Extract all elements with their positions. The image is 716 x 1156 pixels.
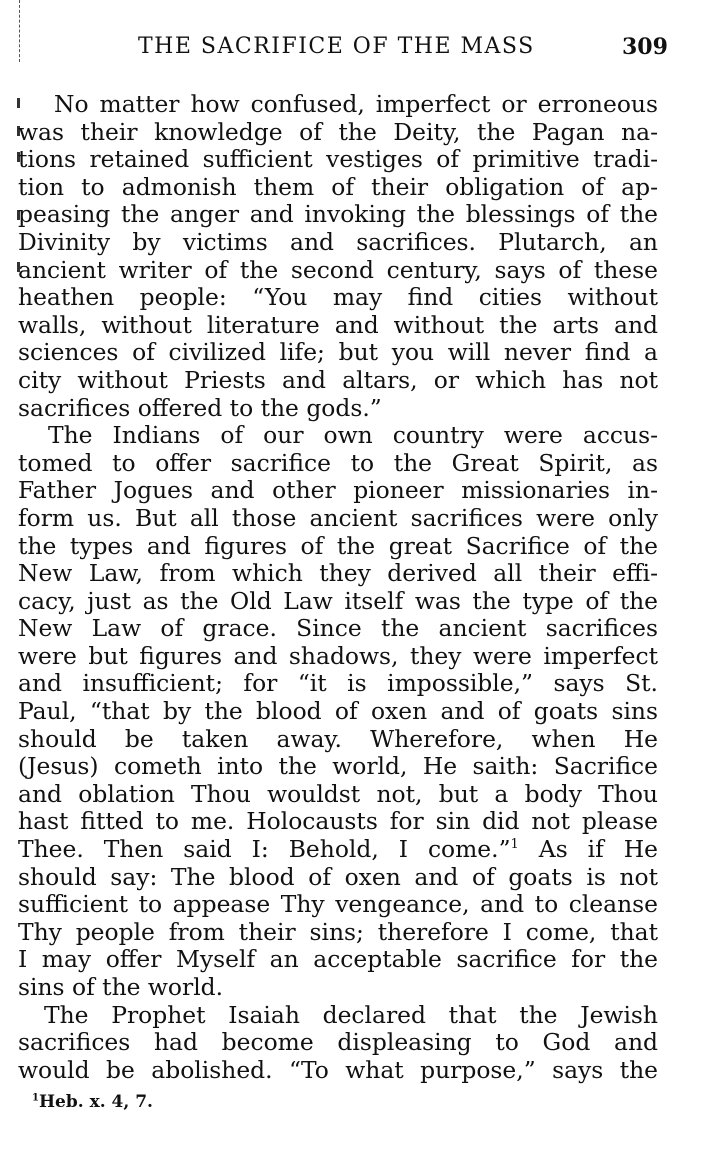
text-line: and oblation Thou wouldst not, but a body Thou — [18, 779, 658, 808]
text-line: should say: The blood of oxen and of goats is not — [18, 862, 658, 891]
text-line: The Prophet Isaiah declared that the Jewish — [44, 1000, 658, 1029]
page-number: 309 — [622, 34, 668, 60]
text-line: city without Priests and altars, or which has not — [18, 365, 658, 394]
text-line: New Law of grace. Since the ancient sacrifices — [18, 614, 658, 643]
page-header — [0, 34, 716, 64]
text-line: The Indians of our own country were accus- — [48, 421, 658, 450]
text-line: heathen people: “You may find cities without — [18, 283, 658, 312]
text-line: sins of the world. — [18, 973, 224, 1001]
text-line-with-footnote-ref — [18, 836, 658, 864]
text-line: No matter how confused, imperfect or erroneous — [54, 90, 658, 118]
text-line: form us. But all those ancient sacrifices were only — [18, 503, 658, 532]
text-line: sacrifices offered to the gods.” — [18, 393, 382, 422]
footnote-marker: 1 — [32, 1092, 39, 1104]
text-line: would be abolished. “To what purpose,” says the — [18, 1055, 658, 1084]
text-line: sacrifices had become displeasing to God and — [18, 1028, 658, 1057]
footnote-reference: 1 — [510, 837, 519, 853]
footnote — [32, 1092, 153, 1112]
text-line: (Jesus) cometh into the world, He saith: Sacrifice — [18, 752, 658, 781]
running-title: THE SACRIFICE OF THE MASS — [138, 34, 535, 59]
text-line: Paul, “that by the blood of oxen and of goats sins — [18, 697, 658, 726]
text-line: I may offer Myself an acceptable sacrifice for the — [18, 945, 658, 974]
text-line: tion to admonish them of their obligation of ap- — [18, 172, 658, 201]
text-line: the types and figures of the great Sacrifice of the — [18, 531, 658, 560]
text-segment: Thee. Then said I: Behold, I come.” — [18, 835, 511, 864]
footnote-text: Heb. x. 4, 7. — [38, 1092, 153, 1112]
text-line: sciences of civilized life; but you will never find a — [18, 338, 658, 367]
text-line: were but figures and shadows, they were imperfect — [18, 641, 658, 670]
text-line: cacy, just as the Old Law itself was the type of the — [18, 586, 658, 615]
body-text — [18, 91, 658, 1084]
text-line: hast fitted to me. Holocausts for sin did not please — [18, 807, 658, 836]
text-line: ancient writer of the second century, says of these — [18, 255, 658, 284]
text-line: should be taken away. Wherefore, when He — [18, 724, 658, 753]
text-segment: As if He — [538, 835, 658, 864]
text-line: tions retained sufficient vestiges of primitive tradi- — [18, 145, 658, 174]
text-line: Thy people from their sins; therefore I come, that — [18, 917, 658, 946]
text-line: and insufficient; for “it is impossible,” says St. — [18, 669, 658, 698]
text-line: was their knowledge of the Deity, the Pagan na- — [18, 117, 658, 146]
text-line: New Law, from which they derived all their effi- — [18, 559, 658, 588]
text-line: Divinity by victims and sacrifices. Plutarch, an — [18, 227, 658, 256]
text-line: walls, without literature and without the arts and — [18, 310, 658, 339]
text-line: peasing the anger and invoking the blessings of the — [18, 200, 658, 229]
text-line: tomed to offer sacrifice to the Great Spirit, as — [18, 448, 658, 477]
text-line: sufficient to appease Thy vengeance, and to cleanse — [18, 890, 658, 919]
text-line: Father Jogues and other pioneer missionaries in- — [18, 476, 658, 505]
